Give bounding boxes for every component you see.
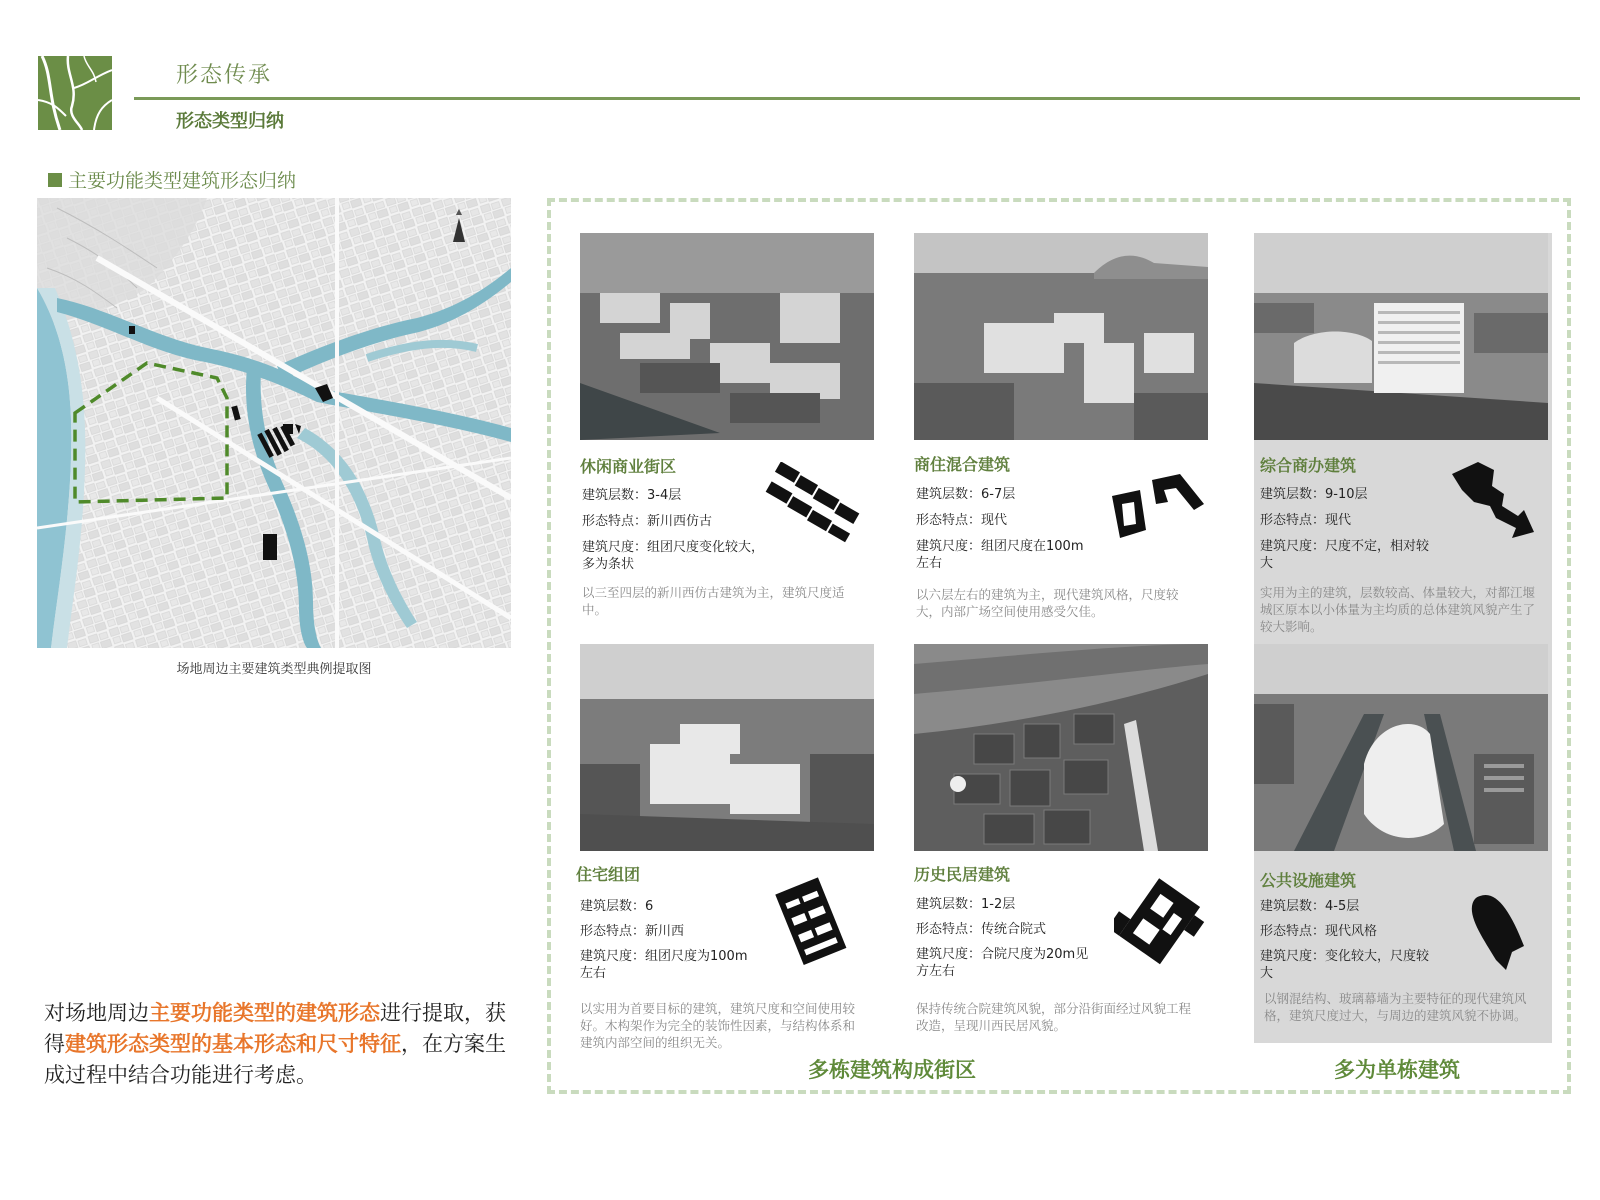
card-floors-historic-dwelling: 建筑层数：1-2层 [916,897,1016,912]
header-divider [134,97,1580,100]
card-scale-commercial-office: 建筑尺度：尺度不定，相对较大 [1260,539,1430,571]
commercial-office-footprint-icon [1448,456,1538,540]
section-heading [48,166,296,193]
summary-text-1: 对场地周边 [44,1001,149,1025]
leisure-commercial-footprint-icon [756,462,864,552]
section-bullet-icon [48,173,62,187]
summary-highlight-1: 主要功能类型的建筑形态 [149,1001,380,1025]
mixed-use-footprint-icon [1106,470,1206,550]
card-floors-mixed-use: 建筑层数：6-7层 [916,487,1016,502]
page-title: 形态传承 [176,63,273,88]
card-feature-historic-dwelling: 形态特点：传统合院式 [916,922,1047,937]
page-subtitle: 形态类型归纳 [176,111,284,132]
card-desc-leisure-commercial: 以三至四层的新川西仿古建筑为主，建筑尺度适中。 [582,585,845,617]
photo-public-facility [1254,644,1548,851]
card-floors-public-facility: 建筑层数：4-5层 [1260,899,1360,914]
photo-residential [580,644,874,851]
card-desc-residential: 以实用为首要目标的建筑，建筑尺度和空间使用较好。木构架作为完全的装饰性因素，与结构体系和建筑内部空间的组织无关。 [580,1001,856,1050]
card-desc-public-facility: 以钢混结构、玻璃幕墙为主要特征的现代建筑风格，建筑尺度过大，与周边的建筑风貌不协调。 [1264,991,1527,1023]
card-scale-historic-dwelling: 建筑尺度：合院尺度为20m见方左右 [916,947,1089,979]
card-feature-commercial-office: 形态特点：现代 [1260,513,1352,528]
card-title-residential: 住宅组团 [576,865,641,884]
card-feature-mixed-use: 形态特点：现代 [916,513,1008,528]
card-title-mixed-use: 商住混合建筑 [914,455,1011,474]
card-desc-commercial-office: 实用为主的建筑，层数较高、体量较大，对都江堰城区原本以小体量为主均质的总体建筑风貌产生了较大影响。 [1260,585,1536,634]
card-scale-mixed-use: 建筑尺度：组团尺度在100m左右 [916,539,1084,571]
card-title-commercial-office: 综合商办建筑 [1260,456,1357,475]
card-feature-leisure-commercial: 形态特点：新川西仿古 [582,514,713,529]
card-feature-residential: 形态特点：新川西 [580,924,685,939]
photo-leisure-commercial [580,233,874,440]
card-floors-leisure-commercial: 建筑层数：3-4层 [582,488,682,503]
card-feature-public-facility: 形态特点：现代风格 [1260,924,1378,939]
card-scale-leisure-commercial: 建筑尺度：组团尺度变化较大，多为条状 [582,540,765,572]
card-floors-commercial-office: 建筑层数：9-10层 [1260,487,1368,502]
photo-mixed-use [914,233,1208,440]
summary-highlight-2: 建筑形态类型的基本形态和尺寸特征 [65,1032,401,1056]
summary-text-2: 进行提取，获得 [44,1001,506,1056]
historic-dwelling-footprint-icon [1114,878,1210,968]
card-title-public-facility: 公共设施建筑 [1260,871,1357,890]
footer-label-multi-building: 多栋建筑构成街区 [808,1058,976,1082]
summary-text-3: ，在方案生成过程中结合功能进行考虑。 [44,1032,506,1087]
card-scale-residential: 建筑尺度：组团尺度为100m左右 [580,949,748,981]
residential-footprint-icon [772,876,856,966]
card-desc-historic-dwelling: 保持传统合院建筑风貌，部分沿街面经过风貌工程改造，呈现川西民居风貌。 [916,1001,1192,1033]
header-logo-icon [38,56,112,130]
card-scale-public-facility: 建筑尺度：变化较大，尺度较大 [1260,949,1430,981]
photo-historic-dwelling [914,644,1208,851]
svg-text:▲: ▲ [455,207,463,216]
summary-paragraph [44,998,514,1091]
card-floors-residential: 建筑层数：6 [580,899,654,914]
site-map [37,198,511,648]
card-title-historic-dwelling: 历史民居建筑 [914,865,1011,884]
section-title: 主要功能类型建筑形态归纳 [68,170,297,192]
photo-commercial-office [1254,233,1548,440]
footer-label-single-building: 多为单栋建筑 [1334,1058,1460,1082]
card-title-leisure-commercial: 休闲商业街区 [580,457,677,476]
map-caption: 场地周边主要建筑类型典例提取图 [176,662,372,677]
card-desc-mixed-use: 以六层左右的建筑为主，现代建筑风格，尺度较大，内部广场空间使用感受欠佳。 [916,587,1179,619]
public-facility-footprint-icon [1466,890,1536,974]
